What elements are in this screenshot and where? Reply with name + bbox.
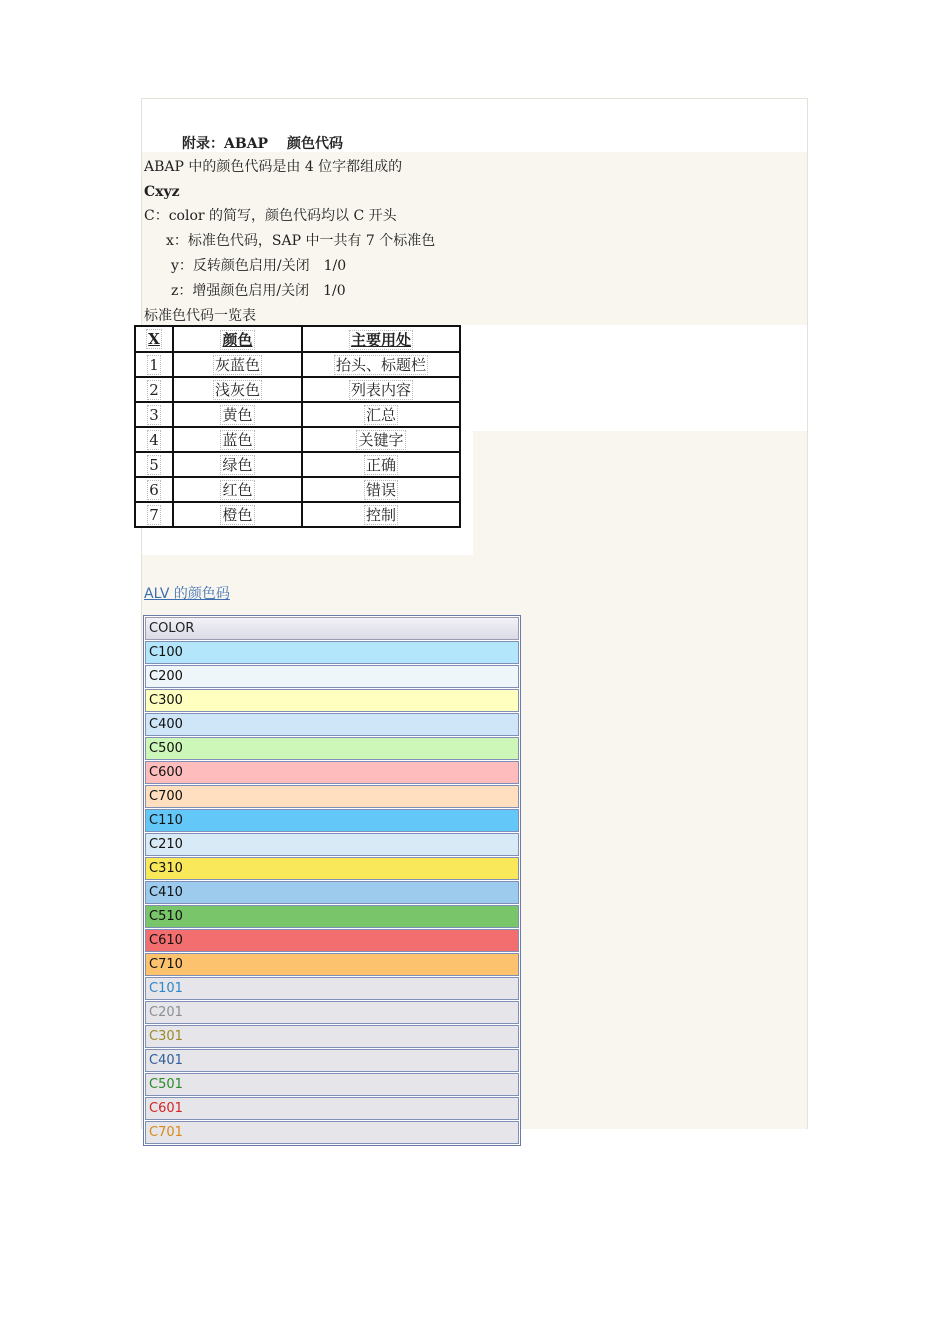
panel-white-area	[473, 325, 807, 431]
alv-row: C500	[145, 737, 519, 760]
text-line-1: ABAP 中的颜色代码是由 4 位字都组成的	[144, 159, 403, 175]
alv-row: C410	[145, 881, 519, 904]
standard-color-table	[134, 325, 461, 528]
text-line-3: C：color 的简写，颜色代码均以 C 开头	[144, 208, 397, 224]
alv-row: C110	[145, 809, 519, 832]
alv-row: C201	[145, 1001, 519, 1024]
alv-row: C300	[145, 689, 519, 712]
alv-row: C501	[145, 1073, 519, 1096]
alv-rows	[144, 641, 520, 1144]
alv-color-link[interactable]: ALV 的颜色码	[144, 586, 230, 602]
text-line-6: z：增强颜色启用/关闭 1/0	[171, 283, 346, 299]
alv-row: C400	[145, 713, 519, 736]
alv-row: C210	[145, 833, 519, 856]
text-line-2: Cxyz	[144, 184, 180, 200]
alv-row: C510	[145, 905, 519, 928]
text-line-4: x：标准色代码，SAP 中一共有 7 个标准色	[166, 233, 436, 249]
alv-row: C200	[145, 665, 519, 688]
alv-row: C301	[145, 1025, 519, 1048]
alv-header: COLOR	[145, 617, 519, 640]
table-row: 1 灰蓝色 抬头、标题栏	[135, 352, 460, 377]
alv-row: C710	[145, 953, 519, 976]
alv-row: C601	[145, 1097, 519, 1120]
text-line-5: y：反转颜色启用/关闭 1/0	[171, 258, 347, 274]
alv-row: C101	[145, 977, 519, 1000]
text-line-7: 标准色代码一览表	[144, 308, 256, 324]
alv-row: C610	[145, 929, 519, 952]
alv-row: C600	[145, 761, 519, 784]
table-row: 5 绿色 正确	[135, 452, 460, 477]
page-heading: 附录：ABAP 颜色代码	[182, 136, 343, 152]
table-row: 3 黄色 汇总	[135, 402, 460, 427]
header-cell-color: 颜色	[173, 326, 302, 352]
header-cell-x: X	[135, 326, 173, 352]
alv-color-table	[143, 615, 521, 1146]
table-row: 2 浅灰色 列表内容	[135, 377, 460, 402]
table-header-row	[135, 326, 460, 352]
alv-row: C401	[145, 1049, 519, 1072]
table-row: 4 蓝色 关键字	[135, 427, 460, 452]
alv-row: C701	[145, 1121, 519, 1144]
alv-row: C100	[145, 641, 519, 664]
alv-row: C700	[145, 785, 519, 808]
alv-row: C310	[145, 857, 519, 880]
header-cell-usage: 主要用处	[302, 326, 460, 352]
table-row: 7 橙色 控制	[135, 502, 460, 527]
table-row: 6 红色 错误	[135, 477, 460, 502]
